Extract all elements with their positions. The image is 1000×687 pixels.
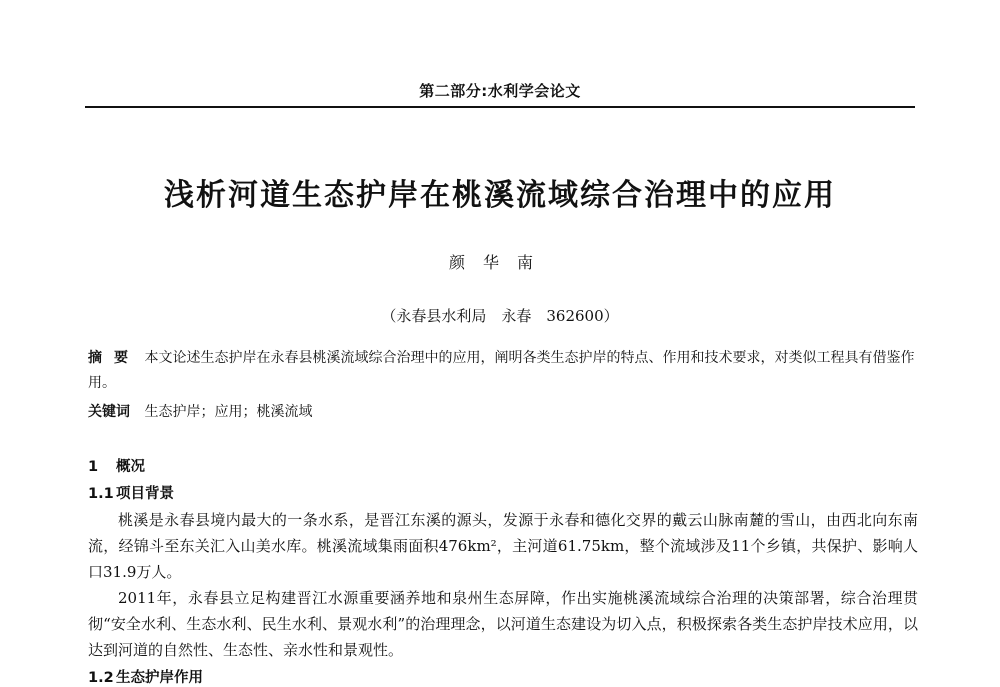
body-paragraph-1: 桃溪是永春县境内最大的一条水系，是晋江东溪的源头，发源于永春和德化交界的戴云山脉南麓的雪山，由西北向东南流，经锦斗至东关汇入山美水库。桃溪流域集雨面积476km²，主河道61.75km，整个流域涉及11个乡镇，共保护、影响人口31.9万人。 xyxy=(88,511,918,581)
keywords-label: 关键词 xyxy=(88,404,130,420)
paper-title: 浅析河道生态护岸在桃溪流域综合治理中的应用 xyxy=(164,178,836,213)
section-heading-1-1 xyxy=(88,482,174,503)
section-title: 生态护岸作用 xyxy=(116,670,203,686)
section-heading-1-2 xyxy=(88,666,203,687)
abstract-label: 摘要 xyxy=(88,350,140,366)
section-heading-1 xyxy=(88,455,145,476)
author-name: 颜华南 xyxy=(448,253,551,272)
running-header: 第二部分:水利学会论文 xyxy=(419,82,581,100)
section-number: 1.2 xyxy=(88,670,114,686)
abstract xyxy=(88,346,918,396)
section-number: 1.1 xyxy=(88,486,114,502)
author-affiliation: （永春县水利局 永春 362600） xyxy=(381,307,619,325)
section-number: 1 xyxy=(88,459,99,475)
section-title: 概况 xyxy=(116,459,145,475)
body-paragraph-2: 2011年，永春县立足构建晋江水源重要涵养地和泉州生态屏障，作出实施桃溪流域综合治理的决策部署，综合治理贯彻“安全水利、生态水利、民生水利、景观水利”的治理理念，以河道生态建设为切入点，积极探索各类生态护岸技术应用，以达到河道的自然性、生态性、亲水性和景观性。 xyxy=(88,589,918,659)
section-title: 项目背景 xyxy=(116,486,174,502)
abstract-text: 本文论述生态护岸在永春县桃溪流域综合治理中的应用，阐明各类生态护岸的特点、作用和技术要求，对类似工程具有借鉴作用。 xyxy=(88,350,915,391)
keywords xyxy=(88,400,918,425)
header-rule xyxy=(85,106,915,108)
keywords-text: 生态护岸；应用；桃溪流域 xyxy=(144,404,313,420)
